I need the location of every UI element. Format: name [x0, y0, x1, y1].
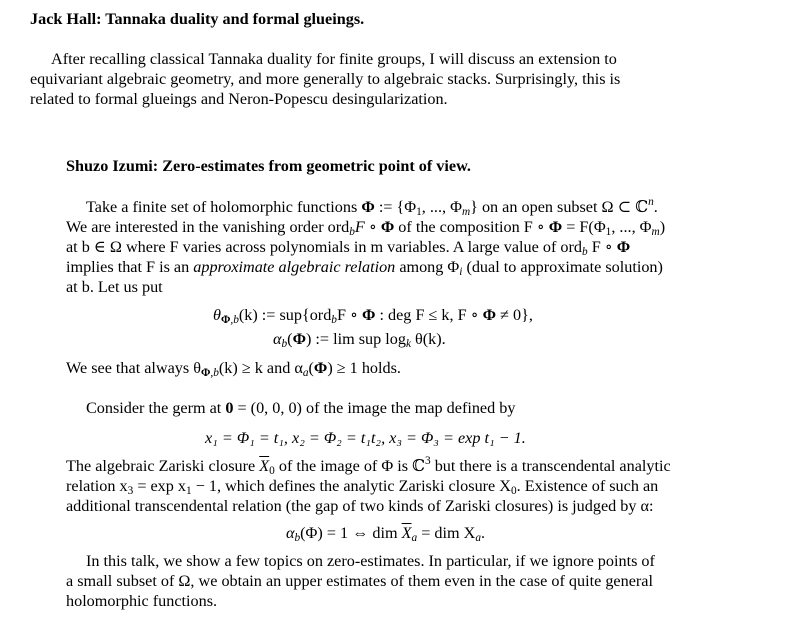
talk2-title: Shuzo Izumi: Zero-estimates from geometric point of view. — [66, 157, 471, 175]
talk2-p1-line4: implies that F is an approximate algebraic relation among $\Phi_i$ (dual to approximate solution) — [66, 258, 663, 278]
talk2-p4-line1: The algebraic Zariski closure $\overline{X}_0$ of the image of Φ is ℂ$^3$ but there is a transcendental analytic — [66, 455, 671, 477]
talk1-abstract-line: related to formal glueings and Neron-Popescu desingularization. — [30, 90, 448, 108]
talk2-p2: We see that always $\theta_{\Phi,b}(k) \ge k$ and $\alpha_a(\Phi) \ge 1$ holds. — [66, 359, 401, 379]
talk1-title: Jack Hall: Tannaka duality and formal glueings. — [30, 10, 365, 28]
equation-map: x₁ = Φ₁ = t₁, x₂ = Φ₂ = t₁t₂, x₃ = Φ₃ = exp t₁ − 1. — [205, 429, 526, 447]
talk1-abstract-line: equivariant algebraic geometry, and more generally to algebraic stacks. Surprisingly, this is — [30, 70, 621, 88]
talk2-p3: Consider the germ at 0 = (0, 0, 0) of the image the map defined by — [86, 399, 516, 417]
talk2-p1-line2: We are interested in the vanishing order ord$_b$F ∘ Φ of the composition F ∘ $\Phi = F(\Phi_1$, ..., $\Phi_m$) — [66, 218, 666, 238]
talk2-p1-line1: Take a finite set of holomorphic functions Φ := {$\Phi_1$, ..., $\Phi_m$} on an open subset Ω ⊂ ℂ$^n$. — [86, 196, 658, 218]
talk2-p1-line3: at b ∈ Ω where F varies across polynomials in m variables. A large value of ord$_b$ F ∘ Φ — [66, 238, 631, 258]
talk1-abstract-line: After recalling classical Tannaka duality for finite groups, I will discuss an extension to — [51, 50, 617, 68]
equation-alpha: $\alpha_b(\Phi)$ := lim sup $\log_k \theta(k)$. — [273, 330, 446, 350]
equation-theta: $\theta_{\Phi,b}(k)$ := sup{ord$_b$F ∘ Φ : deg F ≤ k, F ∘ Φ ≠ 0}, — [213, 306, 533, 326]
talk2-p5-line: holomorphic functions. — [66, 592, 218, 610]
talk2-p5-line: a small subset of Ω, we obtain an upper estimates of them even in the case of quite general — [66, 572, 653, 590]
talk2-p4-line3: additional transcendental relation (the gap of two kinds of Zariski closures) is judged by α: — [66, 497, 654, 515]
equation-criterion: $\alpha_b(\Phi) = 1$ ⇔ dim $\overline{X}_a$ = dim $X_a$. — [286, 524, 486, 544]
talk2-p1-line5: at b. Let us put — [66, 278, 163, 296]
talk2-p5-line: In this talk, we show a few topics on zero-estimates. In particular, if we ignore points of — [86, 552, 655, 570]
talk2-p4-line2: relation $x_3 = \exp x_1 - 1$, which defines the analytic Zariski closure $X_0$. Existence of such an — [66, 477, 659, 497]
